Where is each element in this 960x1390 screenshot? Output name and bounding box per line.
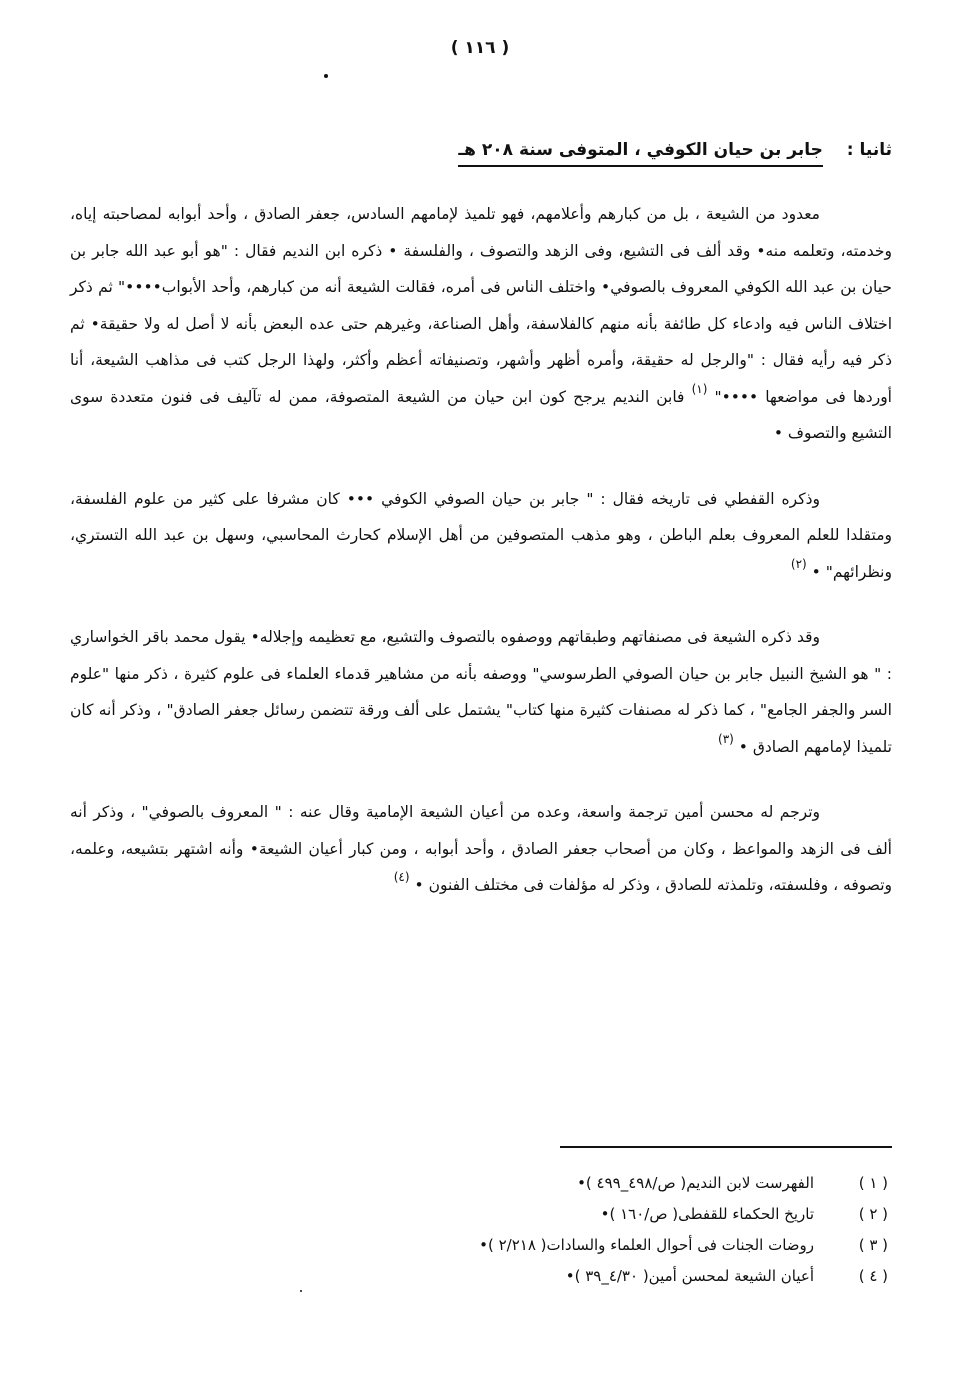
footnote-text: تاريخ الحكماء للقفطى( ص/١٦٠ )• (600, 1205, 814, 1223)
footnote-number: ( ٤ ) (858, 1267, 888, 1285)
heading-title: جابر بن حيان الكوفي ، المتوفى سنة ٢٠٨ هـ (458, 140, 823, 167)
footnote-mark: (٤) (393, 870, 410, 884)
paragraph-text: وقد ذكره الشيعة فى مصنفاتهم وطبقاتهم ووصفوه بالتصوف والتشيع، مع تعظيمه وإجلاله• يقول محمد باقر الخواساري : " هو الشيخ النبيل جابر بن حيان الصوفي الطرسوسي" ووصفه بأنه من مشاهير قدماء العلماء فى علوم كثيرة ، ذكر منها "علوم السر والجفر الجامع" ، كما ذكر له مصنفات كثيرة منها كتاب" يشتمل على ألف ورقة تتضمن رسائل جعفر الصادق" ، وذكر أنه كان تلميذا لإمامهم الصادق • (70, 628, 892, 756)
footnote-mark: (٣) (718, 731, 734, 746)
paragraph-text: معدود من الشيعة ، بل من كبارهم وأعلامهم، فهو تلميذ لإمامهم السادس، جعفر الصادق ، وأحد أبوابه لمصاحبته إياه، وخدمته، وتعلمه منه• وقد ألف فى التشيع، وفى الزهد والتصوف ، والفلسفة • ذكره ابن النديم فقال : "هو أبو عبد الله جابر بن حيان بن عبد الله الكوفي المعروف بالصوفي• واختلف الناس فى أمره، فقالت الشيعة أنه من كبارهم، وأحد الأبواب••••" ثم ذكر اختلاف الناس فيه وادعاء كل طائفة بأنه منهم كالفلاسفة، وأهل الصناعة، وغيرهم حتى عده البعض بأنه لا أصل له ولا حقيقة• ثم ذكر فيه رأيه فقال : "والرجل له حقيقة، وأمره أظهر وأشهر، وتصنيفاته أعظم وأكثر، ولهذا الرجل كتب فى مذاهب الشيعة، أنا أوردها فى مواضعها ••••" (70, 205, 892, 406)
paragraph-tail: فابن النديم يرجح كون ابن حيان من الشيعة المتصوفة، ممن له تآليف فى فنون متعددة سوى التشيع والتصوف • (70, 387, 892, 442)
footnotes-divider (560, 1146, 892, 1148)
heading-label: ثانيا : (846, 140, 892, 160)
footnote-text: أعيان الشيعة لمحسن أمين( ٤/٣٠_٣٩ )• (565, 1267, 814, 1285)
section-heading (458, 140, 892, 160)
ink-dot (324, 74, 328, 78)
paragraph-1 (70, 196, 892, 452)
footnote-3 (368, 1230, 888, 1261)
footnote-mark: (٢) (790, 556, 807, 571)
paragraph-text: وترجم له محسن أمين ترجمة واسعة، وعده من أعيان الشيعة الإمامية وقال عنه : " المعروف بالصوفي" ، وذكر أنه ألف فى الزهد والمواعظ ، وكان من أصحاب جعفر الصادق ، وأحد أبوابه ، ومن كبار أعيان الشيعة• وأنه اشتهر بتشيعه، وعلمه، وتصوفه ، وفلسفته، وتلمذته للصادق ، وذكر له مؤلفات فى مختلف الفنون • (70, 803, 892, 894)
footnote-number: ( ١ ) (858, 1174, 888, 1192)
footnote-number: ( ٣ ) (858, 1236, 888, 1254)
footnote-text: روضات الجنات فى أحوال العلماء والسادات( ٢/٢١٨ )• (479, 1236, 814, 1254)
body-text (70, 196, 892, 933)
footnote-2 (368, 1199, 888, 1230)
paragraph-4 (70, 794, 892, 904)
footnote-number: ( ٢ ) (858, 1205, 888, 1223)
footnotes (368, 1168, 888, 1292)
ink-dot (300, 1290, 302, 1292)
paragraph-3 (70, 619, 892, 765)
footnote-4 (368, 1261, 888, 1292)
footnote-text: الفهرست لابن النديم( ص/٤٩٨_٤٩٩ )• (577, 1174, 814, 1192)
paragraph-text: وذكره القفطي فى تاريخه فقال : " جابر بن حيان الصوفي الكوفي ••• كان مشرفا على كثير من علوم الفلسفة، ومتقلدا للعلم المعروف بعلم الباطن ، وهو مذهب المتصوفين من أهل الإسلام كحارث المحاسبي، وسهل بن عبد الله التستري، ونظرائهم" • (70, 489, 892, 581)
footnote-1 (368, 1168, 888, 1199)
footnote-mark: (١) (691, 381, 708, 396)
paragraph-2 (70, 481, 892, 591)
page-number: ( ١١٦ ) (450, 38, 510, 58)
